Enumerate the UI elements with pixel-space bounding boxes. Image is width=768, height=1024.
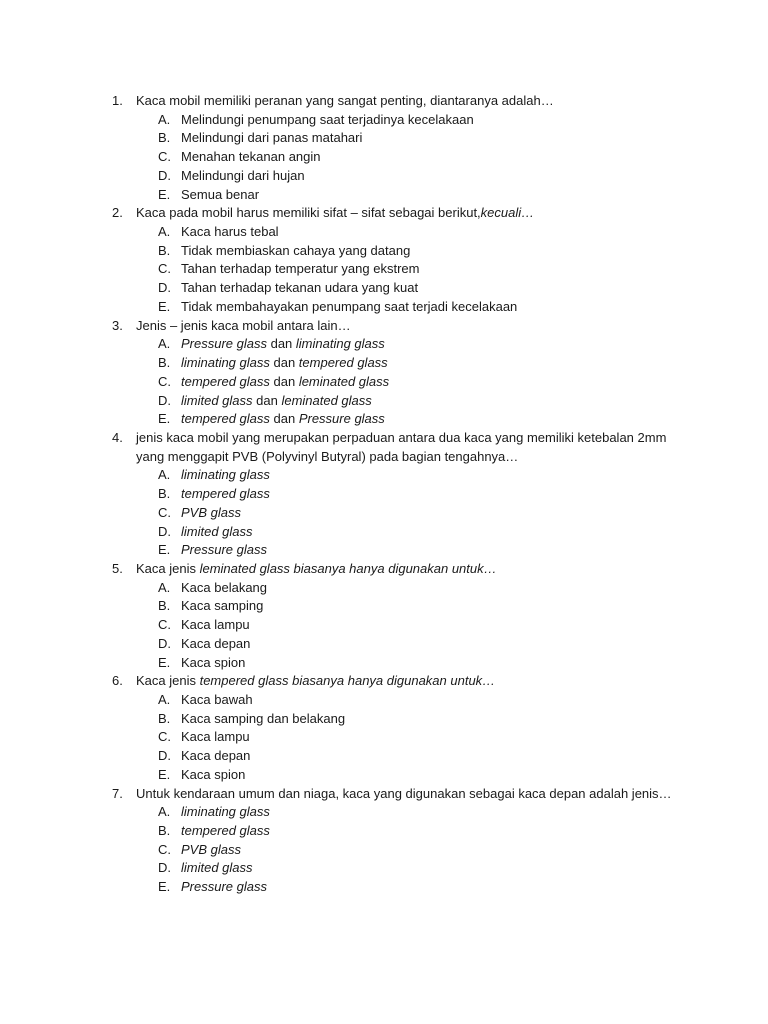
option-text-segment: Menahan tekanan angin: [181, 149, 321, 165]
answer-option: [0, 242, 768, 261]
option-text: [181, 129, 362, 148]
option-text-segment: Kaca depan: [181, 748, 251, 764]
option-letter: B.: [158, 355, 171, 371]
answer-option: [0, 466, 768, 485]
option-text-segment: Kaca bawah: [181, 692, 253, 707]
option-text: [181, 186, 259, 205]
option-text-segment: limited glass: [181, 523, 253, 539]
option-text-segment: Kaca harus tebal: [181, 224, 279, 240]
option-text-segment: tempered glass: [181, 486, 270, 502]
option-letter: A.: [158, 692, 171, 707]
option-text-segment: Tahan terhadap temperatur yang ekstrem: [181, 261, 420, 277]
answer-option: [0, 541, 768, 560]
option-text-segment: PVB glass: [181, 841, 241, 857]
option-letter: B.: [158, 823, 171, 839]
option-text: [181, 148, 321, 167]
option-text-segment: Tidak membiaskan cahaya yang datang: [181, 242, 411, 258]
option-text-segment: dan: [269, 355, 299, 371]
option-text: [181, 766, 245, 785]
question-line: [0, 672, 768, 691]
question-number: 1.: [112, 93, 123, 108]
option-letter: D.: [158, 748, 171, 764]
option-text: [181, 691, 253, 710]
answer-option: [0, 822, 768, 841]
option-letter: B.: [158, 242, 171, 258]
option-letter: C.: [158, 729, 171, 745]
question-number: 5.: [112, 560, 123, 576]
answer-option: [0, 354, 768, 373]
question-text-segment: tempered glass biasanya hanya digunakan untuk…: [199, 673, 496, 689]
answer-option: [0, 485, 768, 504]
option-text-segment: Pressure glass: [298, 411, 385, 427]
option-text-segment: liminating glass: [181, 804, 270, 820]
option-text: [181, 803, 270, 822]
question-text: [136, 429, 666, 448]
answer-option: [0, 728, 768, 747]
option-text-segment: limited glass: [181, 860, 253, 876]
option-letter: E.: [158, 186, 171, 202]
option-text-segment: tempered glass: [298, 355, 388, 371]
option-letter: D.: [158, 860, 171, 876]
option-text-segment: tempered glass: [181, 823, 270, 839]
question-number: 4.: [112, 429, 123, 445]
answer-option: [0, 841, 768, 860]
answer-option: [0, 654, 768, 673]
option-text: [181, 635, 250, 654]
answer-option: [0, 597, 768, 616]
option-letter: C.: [158, 261, 171, 277]
answer-option: [0, 579, 768, 598]
option-text-segment: Melindungi penumpang saat terjadinya kecelakaan: [181, 111, 474, 127]
option-text: [181, 523, 253, 542]
question-text: [136, 204, 534, 223]
option-letter: E.: [158, 654, 171, 670]
question-number: 3.: [112, 317, 123, 333]
option-letter: D.: [158, 280, 171, 296]
answer-option: [0, 392, 768, 411]
option-letter: B.: [158, 130, 171, 146]
option-letter: B.: [158, 598, 171, 614]
option-letter: D.: [158, 167, 171, 183]
option-text: [181, 167, 305, 186]
question-line-continued: [0, 448, 768, 467]
option-letter: E.: [158, 298, 171, 314]
option-text: [181, 504, 241, 523]
answer-option: [0, 878, 768, 897]
option-text-segment: dan: [266, 336, 296, 352]
question-line: [0, 429, 768, 448]
option-text-segment: Melindungi dari hujan: [181, 167, 305, 183]
answer-option: [0, 335, 768, 354]
option-text: [181, 392, 372, 411]
option-text: [181, 541, 267, 560]
answer-option: [0, 691, 768, 710]
option-text: [181, 410, 385, 429]
answer-option: [0, 260, 768, 279]
question-text: [136, 92, 554, 111]
option-text: [181, 616, 250, 635]
question-text-segment: jenis kaca mobil yang merupakan perpaduan antara dua kaca yang memiliki ketebalan 2mm: [136, 429, 667, 445]
answer-option: [0, 298, 768, 317]
answer-option: [0, 148, 768, 167]
question-number: 2.: [112, 205, 123, 221]
option-text: [181, 728, 250, 747]
answer-option: [0, 504, 768, 523]
option-text: [181, 373, 389, 392]
option-text-segment: leminated glass: [281, 392, 372, 408]
option-letter: C.: [158, 373, 171, 389]
option-text-segment: Kaca lampu: [181, 729, 250, 745]
option-text: [181, 335, 385, 354]
answer-option: [0, 279, 768, 298]
option-text: [181, 298, 517, 317]
question-line: [0, 92, 768, 111]
question-text-segment: kecuali…: [480, 205, 535, 221]
question-text-segment: Kaca jenis: [136, 673, 200, 689]
answer-option: [0, 373, 768, 392]
answer-option: [0, 186, 768, 205]
answer-option: [0, 167, 768, 186]
option-text: [181, 354, 388, 373]
question-list: [0, 92, 768, 897]
option-text-segment: Kaca belakang: [181, 579, 268, 595]
option-text-segment: Melindungi dari panas matahari: [181, 130, 363, 146]
option-letter: C.: [158, 149, 171, 165]
option-text-segment: liminating glass: [181, 355, 270, 371]
option-letter: C.: [158, 841, 171, 857]
question-text: [136, 448, 518, 467]
option-letter: E.: [158, 766, 171, 782]
option-letter: A.: [158, 111, 171, 127]
answer-option: [0, 635, 768, 654]
question-text-segment: Kaca jenis: [136, 560, 200, 576]
option-letter: A.: [158, 336, 171, 352]
question-text: [136, 560, 497, 579]
option-text-segment: tempered glass: [181, 373, 270, 389]
option-letter: A.: [158, 467, 171, 483]
answer-option: [0, 803, 768, 822]
question-text: [136, 672, 495, 691]
option-text-segment: limited glass: [181, 392, 253, 408]
answer-option: [0, 710, 768, 729]
option-text-segment: Kaca spion: [181, 654, 246, 670]
option-text-segment: dan: [252, 392, 282, 408]
option-letter: E.: [158, 411, 171, 427]
question-text-segment: Jenis – jenis kaca mobil antara lain…: [136, 317, 351, 333]
question-text-segment: leminated glass biasanya hanya digunakan untuk…: [199, 560, 497, 576]
option-text: [181, 878, 267, 897]
question-text-segment: Kaca pada mobil harus memiliki sifat – sifat sebagai berikut,: [136, 205, 481, 221]
answer-option: [0, 223, 768, 242]
option-text: [181, 466, 270, 485]
answer-option: [0, 129, 768, 148]
answer-option: [0, 111, 768, 130]
option-text: [181, 710, 345, 729]
option-text-segment: Tidak membahayakan penumpang saat terjadi kecelakaan: [181, 298, 518, 314]
option-letter: C.: [158, 504, 171, 520]
option-letter: C.: [158, 617, 171, 633]
option-letter: E.: [158, 542, 171, 558]
option-text-segment: Tahan terhadap tekanan udara yang kuat: [181, 280, 419, 296]
option-text: [181, 279, 418, 298]
option-text-segment: Kaca samping: [181, 598, 264, 614]
option-letter: E.: [158, 879, 171, 895]
question-line: [0, 560, 768, 579]
question-text-segment: Kaca mobil memiliki peranan yang sangat penting, diantaranya adalah…: [136, 93, 554, 108]
option-text-segment: leminated glass: [298, 373, 390, 389]
option-text: [181, 242, 410, 261]
question-text-segment: Untuk kendaraan umum dan niaga, kaca yang digunakan sebagai kaca depan adalah jenis…: [136, 785, 672, 801]
option-text: [181, 747, 250, 766]
option-letter: B.: [158, 486, 171, 502]
answer-option: [0, 523, 768, 542]
option-text-segment: Kaca depan: [181, 635, 251, 651]
option-text-segment: liminating glass: [181, 467, 270, 483]
option-text-segment: dan: [269, 411, 299, 427]
option-text-segment: tempered glass: [181, 411, 270, 427]
answer-option: [0, 616, 768, 635]
option-letter: B.: [158, 710, 171, 726]
option-text: [181, 841, 241, 860]
option-text: [181, 111, 474, 130]
question-line: [0, 317, 768, 336]
option-letter: D.: [158, 523, 171, 539]
question-line: [0, 785, 768, 804]
option-text-segment: Kaca samping dan belakang: [181, 710, 346, 726]
option-text: [181, 597, 263, 616]
option-text-segment: Pressure glass: [181, 336, 267, 352]
option-letter: D.: [158, 635, 171, 651]
option-text: [181, 223, 279, 242]
option-text-segment: liminating glass: [295, 336, 385, 352]
option-text-segment: PVB glass: [181, 504, 241, 520]
question-number: 6.: [112, 673, 123, 689]
answer-option: [0, 747, 768, 766]
question-line: [0, 204, 768, 223]
question-number: 7.: [112, 785, 123, 801]
option-letter: A.: [158, 804, 171, 820]
question-text: [136, 785, 672, 804]
option-text: [181, 654, 245, 673]
answer-option: [0, 410, 768, 429]
answer-option: [0, 766, 768, 785]
option-text: [181, 260, 419, 279]
option-text-segment: Pressure glass: [181, 542, 267, 558]
option-text-segment: Kaca spion: [181, 766, 246, 782]
option-text-segment: Kaca lampu: [181, 617, 250, 633]
option-text: [181, 859, 253, 878]
question-text-segment: yang menggapit PVB (Polyvinyl Butyral) pada bagian tengahnya…: [136, 448, 519, 464]
question-text: [136, 317, 351, 336]
option-text-segment: Semua benar: [181, 186, 260, 202]
option-text-segment: Pressure glass: [181, 879, 267, 895]
option-letter: A.: [158, 579, 171, 595]
option-letter: D.: [158, 392, 171, 408]
option-text: [181, 485, 270, 504]
answer-option: [0, 859, 768, 878]
option-text: [181, 579, 267, 598]
option-text: [181, 822, 270, 841]
option-text-segment: dan: [269, 373, 299, 389]
option-letter: A.: [158, 224, 171, 240]
